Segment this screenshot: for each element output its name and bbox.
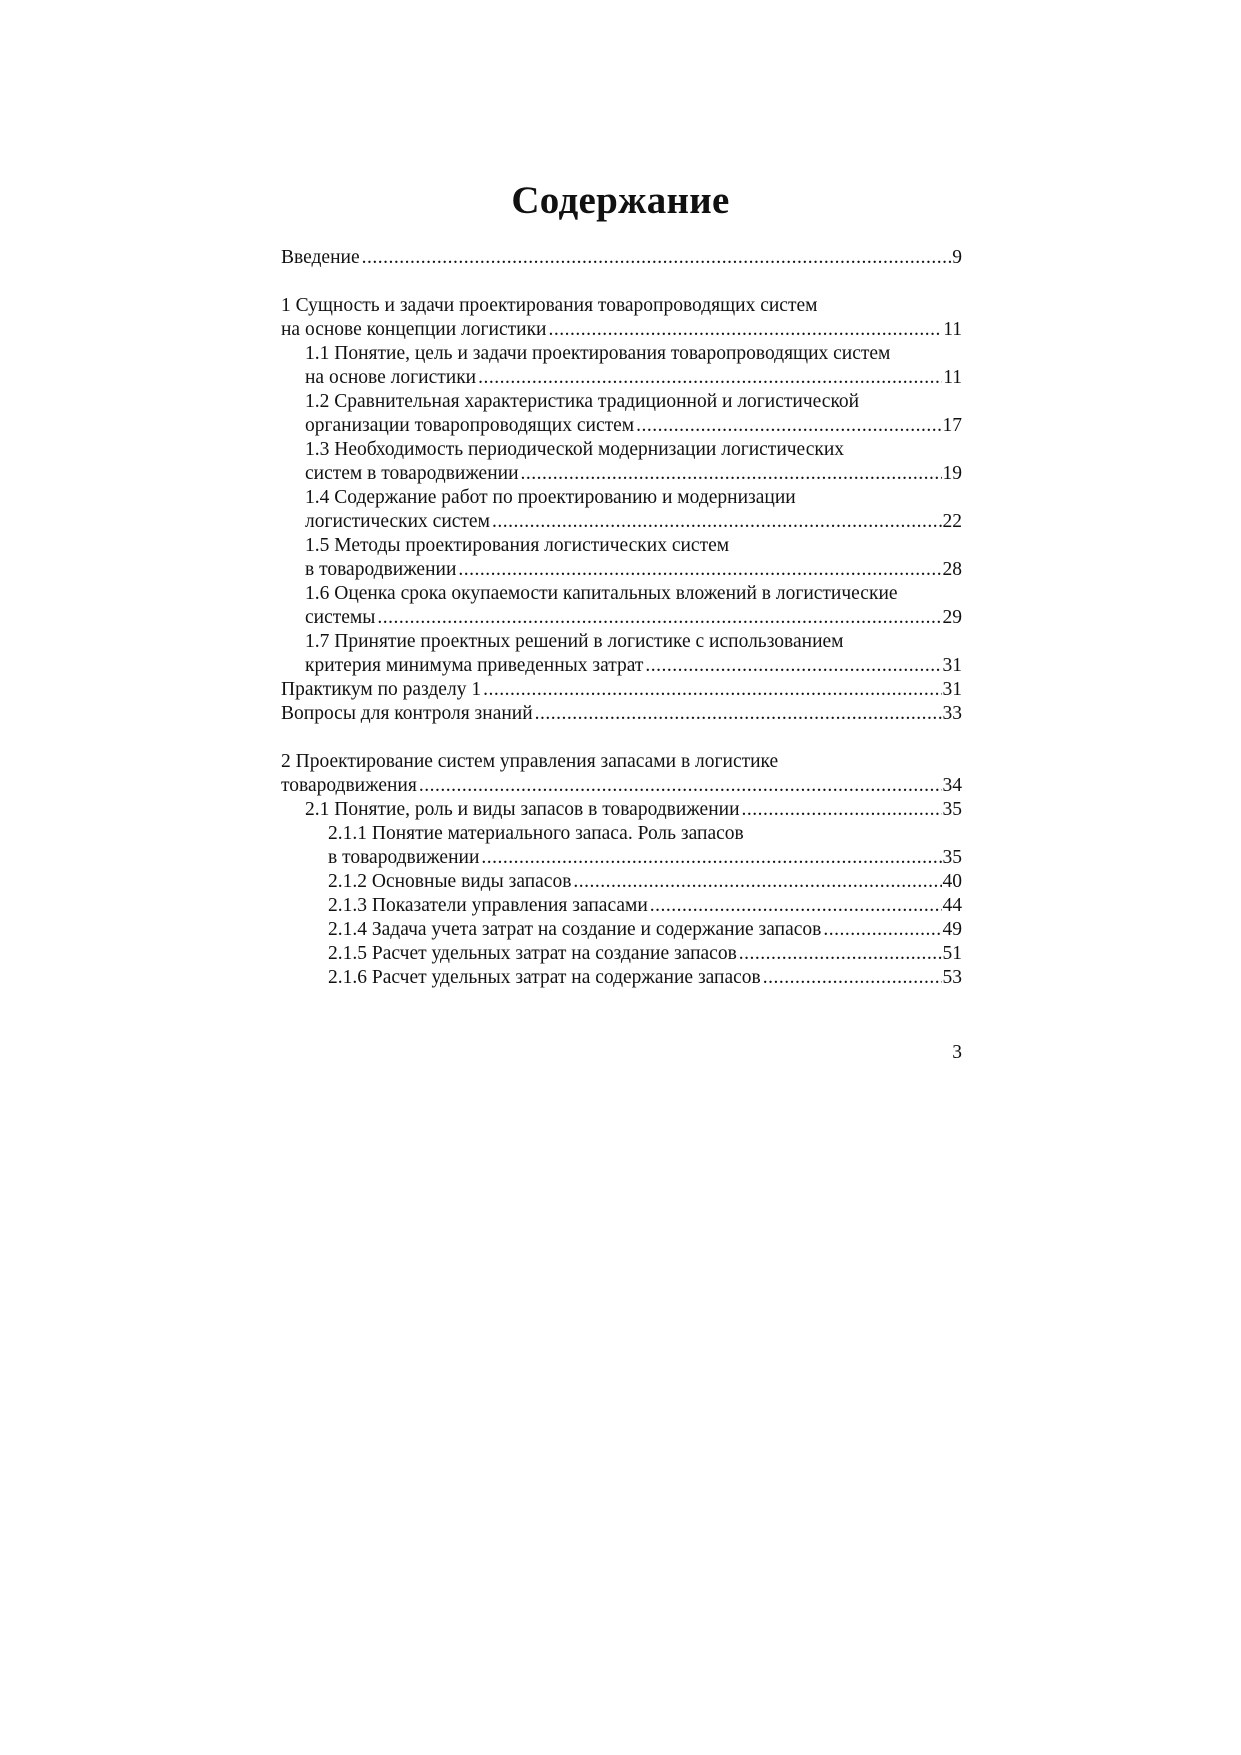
- dot-leader: [573, 870, 941, 894]
- dot-leader: [483, 678, 941, 702]
- toc-entry-page: 9: [952, 247, 962, 268]
- toc-section-1-6[interactable]: [281, 606, 962, 630]
- toc-entry-text: логистических систем: [305, 511, 490, 532]
- toc-section-1-6-line1[interactable]: 1.6 Оценка срока окупаемости капитальных вложений в логистические: [305, 583, 898, 604]
- dot-leader: [645, 654, 941, 678]
- toc-chapter-1[interactable]: [281, 318, 962, 342]
- toc-entry-text: Введение: [281, 247, 360, 268]
- dot-leader: [521, 462, 942, 486]
- toc-section-1-2[interactable]: [281, 414, 962, 438]
- toc-entry-text: критерия минимума приведенных затрат: [305, 655, 644, 676]
- toc-entry-text: в товародвижении: [305, 559, 457, 580]
- toc-section-1-5-line1[interactable]: 1.5 Методы проектирования логистических систем: [305, 535, 730, 556]
- toc-entry-text: 2.1.6 Расчет удельных затрат на содержание запасов: [328, 967, 761, 988]
- toc-entry-page: 44: [942, 895, 962, 916]
- toc-section-1-4[interactable]: [281, 510, 962, 534]
- toc-subsection-2-1-2[interactable]: [281, 870, 962, 894]
- toc-entry-text: на основе концепции логистики: [281, 319, 547, 340]
- toc-entry-page: 31: [942, 655, 962, 676]
- toc-section-1-2-line1[interactable]: 1.2 Сравнительная характеристика традиционной и логистической: [305, 391, 860, 412]
- dot-leader: [377, 606, 941, 630]
- toc-entry-page: 40: [942, 871, 962, 892]
- toc-subsection-2-1-1-line1[interactable]: 2.1.1 Понятие материального запаса. Роль запасов: [328, 823, 744, 844]
- toc-entry-page: 11: [943, 367, 962, 388]
- dot-leader: [739, 942, 942, 966]
- toc-section-1-5[interactable]: [281, 558, 962, 582]
- dot-leader: [535, 702, 942, 726]
- toc-entry-page: 33: [942, 703, 962, 724]
- dot-leader: [742, 798, 942, 822]
- toc-subsection-2-1-3[interactable]: [281, 894, 962, 918]
- toc-section-1-3[interactable]: [281, 462, 962, 486]
- toc-section-1-4-line1[interactable]: 1.4 Содержание работ по проектированию и модернизации: [305, 487, 796, 508]
- toc-entry-text: товародвижения: [281, 775, 417, 796]
- toc-entry-page: 28: [942, 559, 962, 580]
- dot-leader: [650, 894, 942, 918]
- toc-entry-text: 2.1 Понятие, роль и виды запасов в товародвижении: [305, 799, 740, 820]
- toc-entry-questions[interactable]: [281, 702, 962, 726]
- toc-entry-page: 49: [942, 919, 962, 940]
- dot-leader: [548, 318, 942, 342]
- toc-section-2-1[interactable]: [281, 798, 962, 822]
- toc-entry-practicum[interactable]: [281, 678, 962, 702]
- dot-leader: [636, 414, 941, 438]
- toc-subsection-2-1-6[interactable]: [281, 966, 962, 990]
- toc-entry-page: 29: [942, 607, 962, 628]
- toc-entry-page: 35: [942, 847, 962, 868]
- page-title: Содержание: [511, 179, 730, 222]
- toc-subsection-2-1-4[interactable]: [281, 918, 962, 942]
- dot-leader: [478, 366, 942, 390]
- toc-chapter-2[interactable]: [281, 774, 962, 798]
- toc-entry-page: 34: [942, 775, 962, 796]
- toc-entry-text: в товародвижении: [328, 847, 480, 868]
- toc-subsection-2-1-5[interactable]: [281, 942, 962, 966]
- toc-entry-page: 35: [942, 799, 962, 820]
- toc-section-1-7-line1[interactable]: 1.7 Принятие проектных решений в логистике с использованием: [305, 631, 844, 652]
- toc-entry-text: 2.1.2 Основные виды запасов: [328, 871, 572, 892]
- dot-leader: [763, 966, 942, 990]
- toc-entry-text: системы: [305, 607, 376, 628]
- toc-entry-page: 51: [942, 943, 962, 964]
- toc-entry-text: Практикум по разделу 1: [281, 679, 482, 700]
- toc-section-1-1[interactable]: [281, 366, 962, 390]
- table-of-contents: [281, 246, 962, 990]
- dot-leader: [492, 510, 942, 534]
- toc-section-1-3-line1[interactable]: 1.3 Необходимость периодической модернизации логистических: [305, 439, 845, 460]
- dot-leader: [458, 558, 941, 582]
- toc-entry-text: 2.1.4 Задача учета затрат на создание и содержание запасов: [328, 919, 822, 940]
- toc-entry-page: 53: [942, 967, 962, 988]
- toc-entry-page: 17: [942, 415, 962, 436]
- toc-entry-text: организации товаропроводящих систем: [305, 415, 635, 436]
- dot-leader: [481, 846, 941, 870]
- toc-entry-page: 11: [943, 319, 962, 340]
- dot-leader: [419, 774, 942, 798]
- toc-entry-text: 2.1.5 Расчет удельных затрат на создание запасов: [328, 943, 737, 964]
- toc-chapter-2-line1[interactable]: 2 Проектирование систем управления запасами в логистике: [281, 751, 779, 772]
- page-number: 3: [952, 1042, 962, 1063]
- toc-entry-text: на основе логистики: [305, 367, 477, 388]
- toc-entry-page: 31: [942, 679, 962, 700]
- toc-entry-text: Вопросы для контроля знаний: [281, 703, 533, 724]
- toc-entry-page: 19: [942, 463, 962, 484]
- toc-entry-text: 2.1.3 Показатели управления запасами: [328, 895, 648, 916]
- toc-entry-page: 22: [942, 511, 962, 532]
- toc-section-1-1-line1[interactable]: 1.1 Понятие, цель и задачи проектирования товаропроводящих систем: [305, 343, 891, 364]
- toc-entry-intro[interactable]: [281, 246, 962, 270]
- toc-section-1-7[interactable]: [281, 654, 962, 678]
- toc-chapter-1-line1[interactable]: 1 Сущность и задачи проектирования товаропроводящих систем: [281, 295, 818, 316]
- dot-leader: [823, 918, 941, 942]
- dot-leader: [362, 246, 952, 270]
- toc-subsection-2-1-1[interactable]: [281, 846, 962, 870]
- toc-entry-text: систем в товародвижении: [305, 463, 519, 484]
